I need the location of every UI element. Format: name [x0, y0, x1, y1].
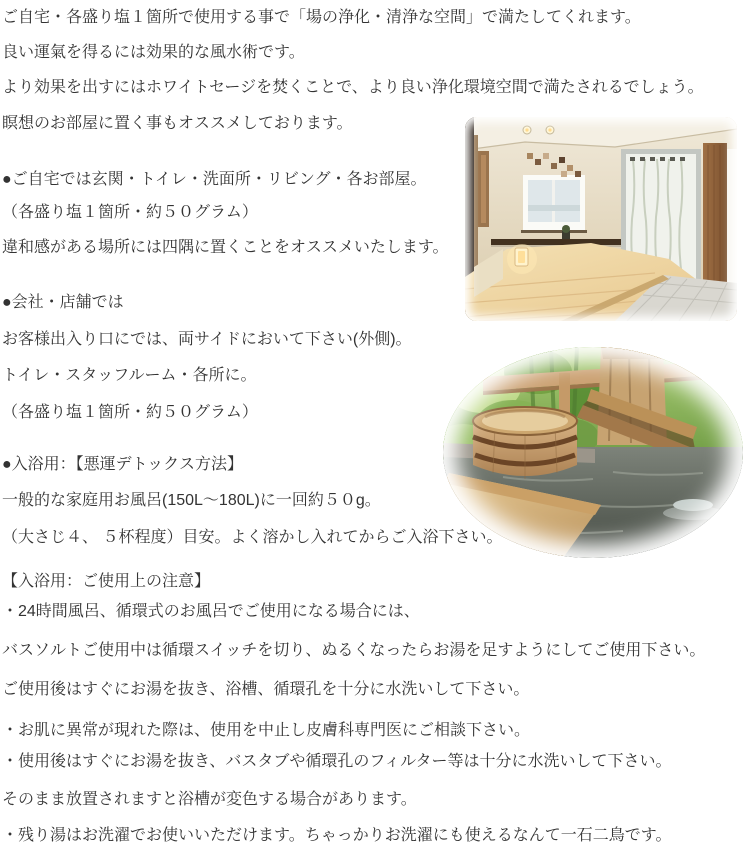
- caution-line-7: ・残り湯はお洗濯でお使いいただけます。ちゃっかりお洗濯にも使えるなんて一石二鳥です。: [2, 827, 672, 844]
- home-usage-amount: （各盛り塩１箇所・約５０グラム）: [2, 204, 258, 221]
- caution-line-5: ・使用後はすぐにお湯を抜き、バスタブや循環孔のフィルター等は十分に水洗いして下さい。: [2, 753, 672, 770]
- intro-line-1: ご自宅・各盛り塩１箇所で使用する事で「場の浄化・清浄な空間」で満たしてくれます。: [2, 9, 641, 26]
- shop-usage-entrance: お客様出入り口にでは、両サイドにおいて下さい(外側)。: [2, 331, 412, 348]
- home-usage-heading: ●ご自宅では玄関・トイレ・洗面所・リビング・各お部屋。: [2, 171, 427, 188]
- home-usage-tip: 違和感がある場所には四隅に置くことをオススメいたします。: [2, 239, 449, 256]
- caution-line-1: ・24時間風呂、循環式のお風呂でご使用になる場合には、: [2, 603, 420, 620]
- open-air-bath-photo: [443, 347, 743, 558]
- caution-line-2: バスソルトご使用中は循環スイッチを切り、ぬるくなったらお湯を足すようにしてご使用下さい。: [2, 642, 706, 659]
- intro-line-4: 瞑想のお部屋に置く事もオススメしております。: [2, 115, 353, 132]
- open-air-bath-illustration: [443, 347, 743, 558]
- bath-usage-dose: 一般的な家庭用お風呂(150L～180L)に一回約５０g。: [2, 492, 381, 509]
- room-interior-illustration: [465, 117, 737, 321]
- caution-line-6: そのまま放置されますと浴槽が変色する場合があります。: [2, 791, 417, 808]
- bath-usage-instruction: （大さじ４、 ５杯程度）目安。よく溶かし入れてからご入浴下さい。: [2, 529, 503, 546]
- shop-usage-heading: ●会社・店舗では: [2, 294, 124, 311]
- shop-usage-rooms: トイレ・スタッフルーム・各所に。: [2, 367, 257, 384]
- intro-line-3: より効果を出すにはホワイトセージを焚くことで、より良い浄化環境空間で満たされるでしょう。: [2, 79, 704, 96]
- caution-heading: 【入浴用：ご使用上の注意】: [2, 573, 211, 590]
- shop-usage-amount: （各盛り塩１箇所・約５０グラム）: [2, 404, 258, 421]
- intro-line-2: 良い運氣を得るには効果的な風水術です。: [2, 44, 305, 61]
- caution-line-3: ご使用後はすぐにお湯を抜き、浴槽、循環孔を十分に水洗いして下さい。: [2, 681, 530, 698]
- caution-line-4: ・お肌に異常が現れた際は、使用を中止し皮膚科専門医にご相談下さい。: [2, 722, 531, 739]
- bath-usage-heading: ●入浴用：【悪運デトックス方法】: [2, 456, 244, 473]
- room-interior-photo: [465, 117, 737, 321]
